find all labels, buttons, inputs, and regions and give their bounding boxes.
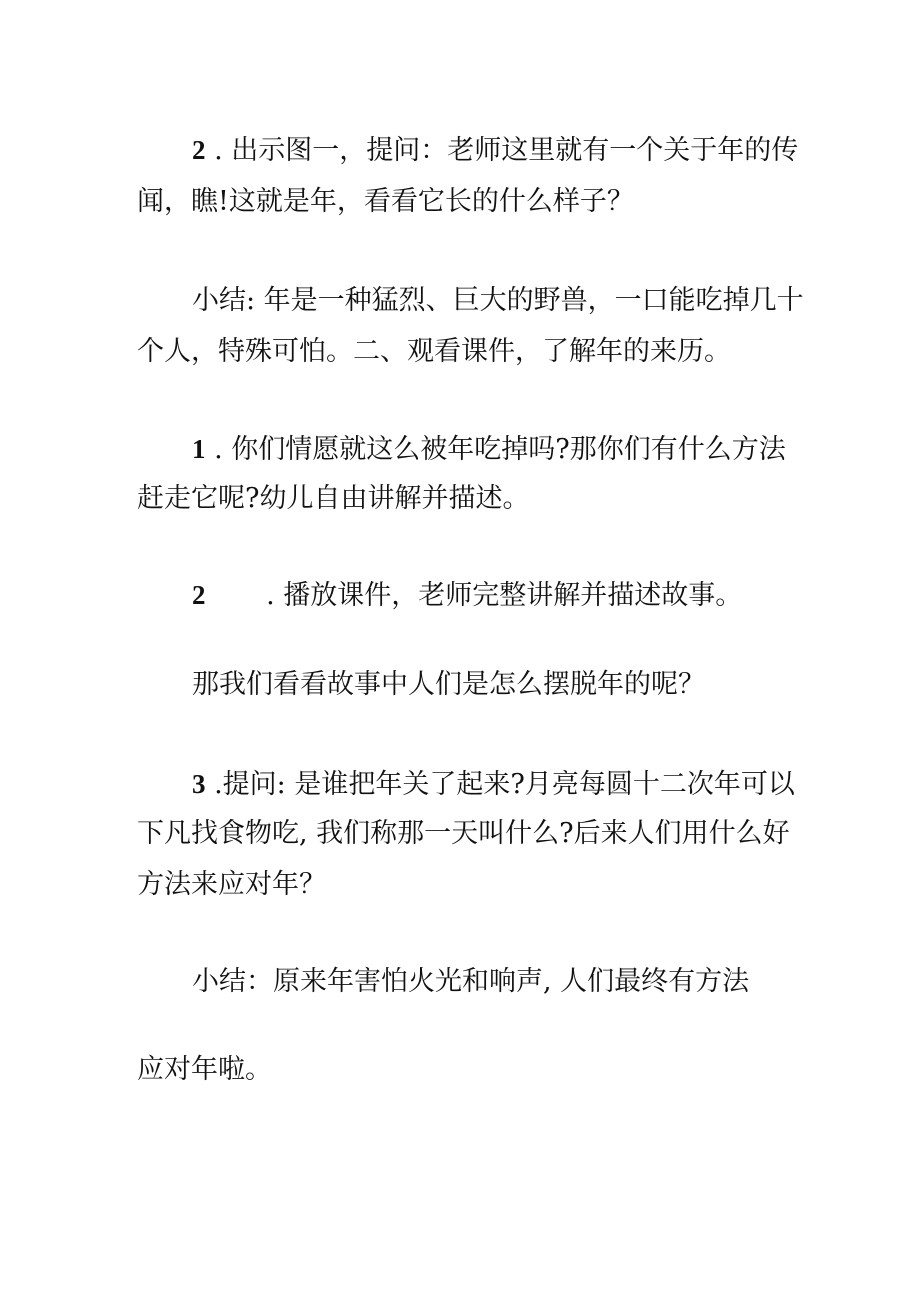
paragraph-line xyxy=(192,764,795,805)
paragraph-line: 赶走它呢?幼儿自由讲解并描述。 xyxy=(137,483,530,514)
paragraph-line xyxy=(192,575,742,616)
paragraph-line: 方法来应对年？ xyxy=(137,869,326,900)
paragraph-line xyxy=(192,429,786,470)
item-number: 1 xyxy=(192,434,206,464)
paragraph-line: 小结: 年是一种猛烈、巨大的野兽，一口能吃掉几十 xyxy=(192,285,804,316)
line-text: . 你们情愿就这么被年吃掉吗?那你们有什么方法 xyxy=(205,434,786,465)
paragraph-line xyxy=(192,130,798,171)
paragraph-line: 闻，瞧!这就是年，看看它长的什么样子？ xyxy=(137,186,634,217)
item-number: 2 xyxy=(192,580,206,610)
paragraph-line: 个人，特殊可怕。二、观看课件，了解年的来历。 xyxy=(137,336,731,367)
paragraph-line: 小结：原来年害怕火光和响声, 人们最终有方法 xyxy=(192,966,750,997)
line-text: . 出示图一，提问：老师这里就有一个关于年的传 xyxy=(205,135,799,166)
paragraph-line: 下凡找食物吃, 我们称那一天叫什么?后来人们用什么好 xyxy=(137,818,790,849)
item-number: 3 xyxy=(192,769,206,799)
line-text: .提问: 是谁把年关了起来?月亮每圆十二次年可以 xyxy=(205,769,795,800)
line-text: . 播放课件，老师完整讲解并描述故事。 xyxy=(257,580,743,611)
item-number: 2 xyxy=(192,135,206,165)
paragraph-line: 应对年啦。 xyxy=(137,1054,272,1085)
paragraph-line: 那我们看看故事中人们是怎么摆脱年的呢？ xyxy=(192,669,705,700)
